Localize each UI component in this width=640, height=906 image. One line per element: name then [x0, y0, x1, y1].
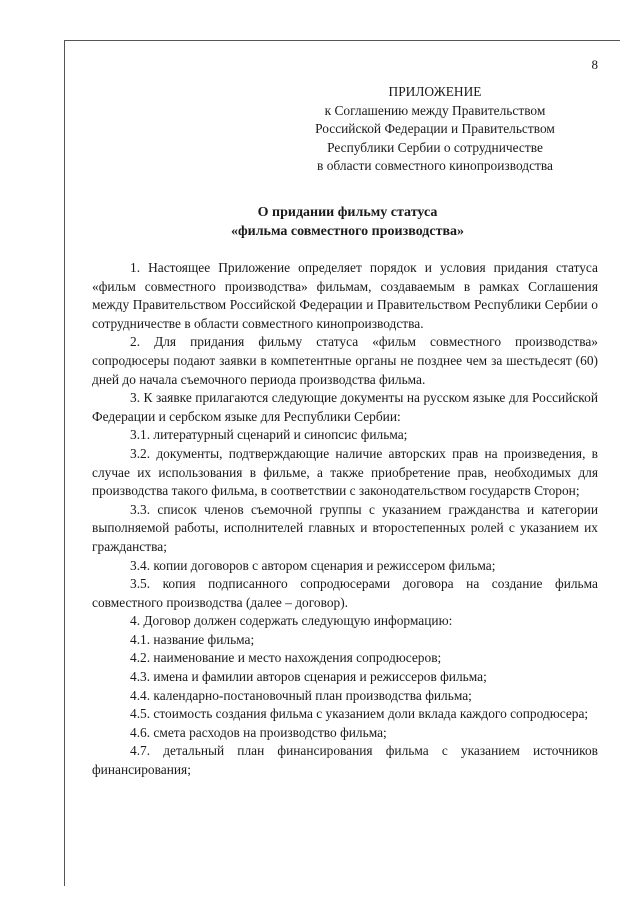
paragraph: 3. К заявке прилагаются следующие документы на русском языке для Российской Федерации и сербском языке для Республики Сербии: — [92, 390, 598, 424]
document-title — [65, 203, 620, 241]
paragraph: 3.5. копия подписанного сопродюсерами договора на создание фильма совместного производства (далее – договор). — [92, 576, 598, 610]
document-title-line: О придании фильму статуса — [257, 205, 438, 220]
paragraph: 3.3. список членов съемочной группы с указанием гражданства и категории выполняемой работы, исполнителей главных и второстепенных ролей с указанием их гражданства; — [92, 501, 598, 554]
paragraph: 2. Для придания фильму статуса «фильм совместного производства» сопродюсеры подают заявки в компетентные органы не позднее чем за шестьдесят (60) дней до начала съемочного периода производства фильма. — [92, 334, 598, 387]
paragraph: 4.3. имена и фамилии авторов сценария и режиссеров фильма; — [130, 669, 487, 685]
appendix-header-line: в области совместного кинопроизводства — [317, 158, 553, 173]
paragraph: 4.1. название фильма; — [130, 631, 255, 647]
appendix-header — [265, 83, 605, 176]
appendix-header-line: Республики Сербии о сотрудничестве — [327, 139, 543, 155]
document-title-line: «фильма совместного производства» — [230, 224, 465, 239]
paragraph: 3.4. копии договоров с автором сценария и режиссером фильма; — [130, 557, 496, 573]
appendix-header-line: ПРИЛОЖЕНИЕ — [388, 84, 482, 99]
appendix-header-line: Российской Федерации и Правительством — [315, 121, 555, 136]
paragraph: 4.5. стоимость создания фильма с указанием доли вклада каждого сопродюсера; — [130, 706, 589, 722]
document-body — [92, 259, 598, 780]
paragraph: 4.7. детальный план финансирования фильма с указанием источников финансирования; — [92, 743, 598, 778]
document-page — [64, 40, 620, 886]
paragraph: 4.4. календарно-постановочный план производства фильма; — [130, 687, 472, 703]
paragraph: 4. Договор должен содержать следующую информацию: — [130, 613, 453, 629]
appendix-header-line: к Соглашению между Правительством — [324, 102, 546, 118]
paragraph: 1. Настоящее Приложение определяет порядок и условия придания статуса «фильм совместного производства» фильмам, создаваемым в рамках Соглашения между Правительством Российской Федерации и Правительством Республики Сербии о сотрудничестве в области совместного кинопроизводства. — [92, 260, 598, 331]
paragraph: 3.2. документы, подтверждающие наличие авторских прав на произведения, в случае их использования в фильме, а также приобретение прав, необходимых для производства такого фильма, в соответствии с законодательством государств Сторон; — [92, 445, 598, 499]
paragraph: 4.2. наименование и место нахождения сопродюсеров; — [130, 650, 442, 666]
paragraph: 4.6. смета расходов на производство фильма; — [130, 724, 387, 740]
page-number: 8 — [591, 57, 598, 72]
paragraph: 3.1. литературный сценарий и синопсис фильма; — [130, 427, 408, 443]
